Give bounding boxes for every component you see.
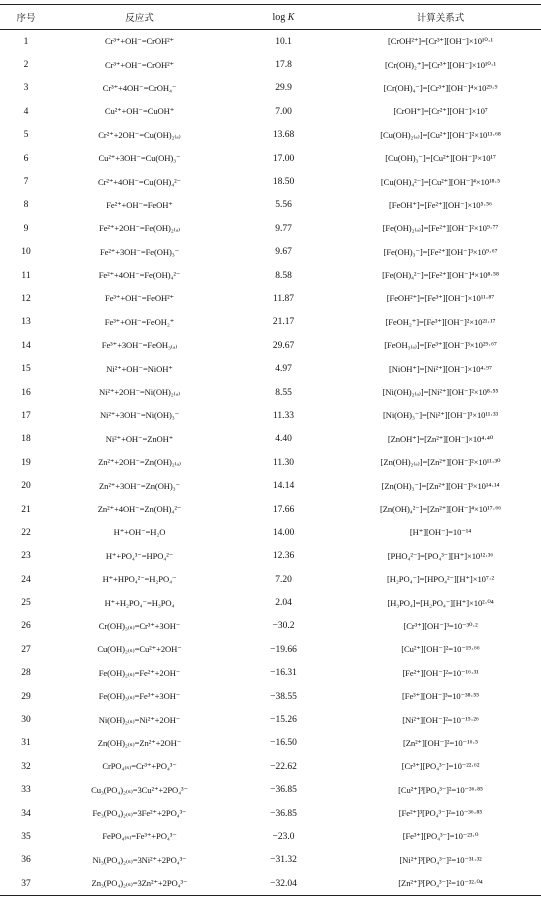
table-row [0,287,541,310]
reaction-formula: Zn₃(PO₄)₂₍ₛ₎=3Zn²⁺+2PO₄³⁻ [52,872,227,896]
row-number: 1 [23,36,29,47]
reaction-formula: Cr³⁺+4OH⁻=CrOH₄⁻ [102,82,177,93]
table-row [0,264,541,287]
table-row [0,545,541,568]
row-number: 26 [21,621,31,632]
table-row [0,779,541,802]
row-number: 35 [21,831,31,842]
table-row [0,638,541,661]
relation-formula: [Fe(OH)₃⁻]=[Fe²⁺][OH⁻]³×10⁹·⁶⁷ [383,246,498,257]
relation-formula: [Zn²⁺]³[PO₄³⁻]²=10⁻³²·⁰⁴ [340,872,541,896]
table-row [0,451,541,474]
row-number: 28 [21,668,31,679]
relation-formula: [Zn(OH)₃⁻]=[Zn²⁺][OH⁻]³×10¹⁴·¹⁴ [381,480,500,491]
relation-formula: [FeOH⁺]=[Fe²⁺][OH⁻]×10⁵·⁵⁶ [389,199,492,210]
table-row [0,474,541,497]
table-row [0,381,541,404]
logk-value: 4.97 [275,364,292,375]
table-row [0,755,541,778]
reaction-formula: Fe(OH)₂₍ₛ₎=Fe²⁺+2OH⁻ [98,667,181,678]
relation-formula: [CrOH²⁺]=[Cr³⁺][OH⁻]×10¹⁰·¹ [388,36,493,47]
logk-value: −38.55 [270,691,297,702]
table-row [0,100,541,123]
relation-formula: [Cu²⁺]³[PO₄³⁻]²=10⁻³⁶·⁸⁵ [398,784,483,795]
relation-formula: [Zn(OH)₂₍ₐ₎]=[Zn²⁺][OH⁻]²×10¹¹·³⁰ [380,457,501,468]
row-number: 33 [21,785,31,796]
table-row [0,708,541,731]
table-header [0,5,541,30]
reaction-formula: Zn²⁺+3OH⁻=Zn(OH)₃⁻ [98,480,180,491]
reaction-formula: Cu²⁺+OH⁻=CuOH⁺ [104,106,175,117]
table-row [0,568,541,591]
table-body [0,30,541,896]
table-row [0,615,541,638]
reaction-formula: Ni²⁺+2OH⁻=Ni(OH)₂₍ₐ₎ [99,387,180,398]
row-number: 2 [23,60,29,71]
header-reaction: 反应式 [52,5,227,30]
logk-value: −30.2 [272,621,295,632]
header-relation: 计算关系式 [340,5,541,30]
reaction-formula: Ni²⁺+OH⁻=NiOH⁺ [106,363,173,374]
logk-value: 12.36 [272,551,295,562]
relation-formula: [Zn²⁺][OH⁻]²=10⁻¹⁶·⁵ [402,737,479,748]
reaction-formula: Cr(OH)₃₍ₛ₎=Cr³⁺+3OH⁻ [98,620,181,631]
relation-formula: [Fe(OH)₄²⁻]=[Fe²⁺][OH⁻]⁴×10⁸·⁵⁸ [382,270,499,281]
table-row [0,217,541,240]
reaction-formula: Cr³⁺+OH⁻=CrOH²⁺ [105,36,174,47]
logk-value: −31.32 [270,855,297,866]
table-row [0,521,541,544]
logk-value: −16.50 [270,738,297,749]
logk-value: 10.1 [275,36,292,47]
reaction-formula: Cr³⁺+OH⁻=CrOH²⁺ [105,59,174,70]
row-number: 30 [21,715,31,726]
logk-value: 17.00 [272,153,295,164]
reaction-formula: FePO₄₍ₛ₎=Fe³⁺+PO₄³⁻ [102,831,177,842]
row-number: 22 [21,527,31,538]
table-row [0,662,541,685]
header-no: 序号 [0,5,52,30]
table-row [0,334,541,357]
reaction-formula: Cu(OH)₂₍ₛ₎=Cu²⁺+2OH⁻ [97,644,182,655]
logk-value: 14.14 [272,481,295,492]
table-row [0,498,541,521]
table-row [0,170,541,193]
logk-value: −32.04 [227,872,340,896]
relation-formula: [Cr(OH)₂⁺]=[Cr³⁺][OH⁻]×10¹⁰·¹ [385,59,496,70]
relation-formula: [Cu(OH)₂₍ₐ₎]=[Cu²⁺][OH⁻]²×10¹³·⁶⁸ [380,129,501,140]
reaction-formula: Fe²⁺+OH⁻=FeOH⁺ [106,199,173,210]
logk-value: 9.77 [275,223,292,234]
reaction-formula: H⁺+PO₄³⁻=HPO₄²⁻ [105,550,174,561]
relation-formula: [Fe(OH)₂₍ₐ₎]=[Fe²⁺][OH⁻]²×10⁹·⁷⁷ [382,223,499,234]
reaction-formula: Zn²⁺+2OH⁻=Zn(OH)₂₍ₐ₎ [98,457,181,468]
row-number: 3 [23,83,29,94]
relation-formula: [Fe²⁺][OH⁻]²=10⁻¹⁶·³¹ [402,667,479,678]
relation-formula: [ZnOH⁺]=[Zn²⁺][OH⁻]×10⁴·⁴⁰ [387,433,494,444]
row-number: 36 [21,855,31,866]
row-number: 27 [21,644,31,655]
relation-formula: [Cr(OH)₄⁻]=[Cr³⁺][OH⁻]⁴×10²⁹·⁹ [383,82,498,93]
reaction-formula: Zn(OH)₂₍ₛ₎=Zn²⁺+2OH⁻ [97,737,182,748]
row-number: 16 [21,387,31,398]
reaction-formula: Ni²⁺+OH⁻=ZnOH⁺ [105,433,174,444]
table-row [0,591,541,614]
row-number: 15 [21,364,31,375]
table-row [0,147,541,170]
reaction-formula: H⁺+H₂PO₄⁻=H₃PO₄ [104,597,175,608]
reaction-formula: Ni(OH)₂₍ₛ₎=Ni²⁺+2OH⁻ [98,714,181,725]
row-number: 24 [21,574,31,585]
logk-value: −36.85 [270,808,297,819]
table-row [0,428,541,451]
table-row [0,825,541,848]
row-number: 7 [23,177,29,188]
header-logk-prefix: log [272,11,288,23]
table-row [0,53,541,76]
table-row [0,685,541,708]
logk-value: 21.17 [272,317,295,328]
relation-formula: [FeOH²⁺]=[Fe³⁺][OH⁻]×10¹¹·⁸⁷ [386,293,495,304]
relation-formula: [Ni²⁺][OH⁻]²=10⁻¹⁵·²⁶ [402,714,479,725]
reaction-formula: Fe³⁺+OH⁻=FeOH²⁺ [105,293,174,304]
logk-value: 17.66 [272,504,295,515]
logk-value: 13.68 [272,130,295,141]
reaction-formula: Cu₃(PO₄)₂₍ₛ₎=3Cu²⁺+2PO₄³⁻ [91,784,188,795]
reaction-formula: H⁺+OH⁻=H₂O [113,527,166,538]
logk-value: −16.31 [270,668,297,679]
table-row [0,732,541,755]
row-number: 37 [0,872,52,896]
logk-value: 18.50 [272,177,295,188]
relation-formula: [Fe³⁺][OH⁻]³=10⁻³⁸·⁵⁵ [402,691,479,702]
row-number: 9 [23,223,29,234]
logk-value: 4.40 [275,434,292,445]
logk-value: −22.62 [270,761,297,772]
reaction-formula: Fe²⁺+2OH⁻=Fe(OH)₂₍ₐ₎ [99,223,180,234]
logk-value: 29.9 [275,83,292,94]
row-number: 6 [23,153,29,164]
logk-value: −19.66 [270,644,297,655]
row-number: 21 [21,504,31,515]
row-number: 34 [21,808,31,819]
reaction-formula: Cu²⁺+3OH⁻=Cu(OH)₃⁻ [98,153,181,164]
row-number: 17 [21,410,31,421]
relation-formula: [PHO₄²⁻]=[PO₄³⁻][H⁺]×10¹²·³⁶ [387,550,494,561]
table-row [0,124,541,147]
logk-value: 8.55 [275,387,292,398]
reaction-formula: H⁺+HPO₄²⁻=H₂PO₄⁻ [102,574,177,585]
table-row [0,311,541,334]
reaction-formula: Fe₃(PO₄)₂₍ₛ₎=3Fe²⁺+2PO₄³⁻ [92,808,187,819]
row-number: 19 [21,457,31,468]
row-number: 23 [21,551,31,562]
table-row [0,30,541,54]
logk-value: 11.33 [272,410,295,421]
relation-formula: [Cu²⁺][OH⁻]²=10⁻¹⁹·⁶⁶ [401,644,480,655]
relation-formula: [Fe³⁺][PO₄³⁻]=10⁻²³·⁰ [402,831,479,842]
logk-value: −23.0 [272,831,295,842]
row-number: 8 [23,200,29,211]
logk-value: 2.04 [275,598,292,609]
relation-formula: [Cu(OH)₄²⁻]=[Cu²⁺][OH⁻]⁴×10¹⁸·⁵ [380,176,501,187]
relation-formula: [Ni²⁺]³[PO₄³⁻]²=10⁻³¹·³² [399,854,482,865]
row-number: 12 [21,293,31,304]
header-logk [227,5,340,30]
row-number: 20 [21,481,31,492]
reaction-formula: Ni²⁺+3OH⁻=Ni(OH)₃⁻ [99,410,180,421]
logk-value: 8.58 [275,270,292,281]
logk-value: 7.20 [275,574,292,585]
logk-value: −36.85 [270,785,297,796]
row-number: 31 [21,738,31,749]
relation-formula: [CrOH⁺]=[Cr²⁺][OH⁻]×10⁷ [393,106,488,117]
reaction-formula: Fe²⁺+4OH⁻=Fe(OH)₄²⁻ [98,270,181,281]
reaction-formula: Cr²⁺+4OH⁻=Cu(OH)₄²⁻ [97,176,182,187]
table-row [0,241,541,264]
reaction-formula: Fe(OH)₃₍ₛ₎=Fe³⁺+3OH⁻ [98,691,181,702]
row-number: 10 [21,247,31,258]
relation-formula: [H₂PO₄⁻]=[HPO₄²⁻][H⁺]×10⁷·² [387,574,494,585]
row-number: 5 [23,130,29,141]
row-number: 4 [23,106,29,117]
logk-value: 11.87 [272,293,295,304]
row-number: 11 [21,270,31,281]
relation-formula: [Cu(OH)₃⁻]=[Cu²⁺][OH⁻]³×10¹⁷ [385,153,496,164]
row-number: 29 [21,691,31,702]
table-row [0,404,541,427]
row-number: 32 [21,761,31,772]
relation-formula: [FeOH₂⁺]=[Fe³⁺][OH⁻]²×10²¹·¹⁷ [385,316,496,327]
relation-formula: [Fe²⁺]³[PO₄³⁻]²=10⁻³⁶·⁸⁵ [398,808,483,819]
logk-value: 5.56 [275,200,292,211]
table-row [0,77,541,100]
logk-value: 17.8 [275,60,292,71]
reaction-formula: Zn²⁺+4OH⁻=Zn(OH)₄²⁻ [97,504,182,514]
reaction-formula: Ni₃(PO₄)₂₍ₛ₎=3Ni²⁺+2PO₄³⁻ [92,854,187,865]
reaction-table [0,4,541,896]
reaction-formula: Cr²⁺+2OH⁻=Cu(OH)₂₍ₐ₎ [98,129,181,140]
table-row [0,802,541,825]
logk-value: 9.67 [275,247,292,258]
relation-formula: [Ni(OH)₂₍ₐ₎]=[Ni²⁺][OH⁻]²×10⁸·⁵⁵ [382,387,499,398]
relation-formula: [FeOH₃₍ₐ₎]=[Fe³⁺][OH⁻]³×10²⁹·⁶⁷ [384,340,497,351]
reaction-formula: Fe²⁺+3OH⁻=Fe(OH)₃⁻ [99,246,180,257]
row-number: 25 [21,598,31,609]
relation-formula: [H₃PO₄]=[H₂PO₄⁻][H⁺]×10²·⁰⁴ [387,597,494,608]
table-row [0,194,541,217]
row-number: 13 [21,317,31,328]
header-logk-k: K [287,11,295,23]
row-number: 18 [21,434,31,445]
reaction-formula: CrPO₄₍ₛ₎=Cr³⁺+PO₄³⁻ [102,761,177,772]
relation-formula: [Ni(OH)₃⁻]=[Ni²⁺][OH⁻]³×10¹¹·³³ [382,410,499,421]
logk-value: 7.00 [275,106,292,117]
row-number: 14 [21,340,31,351]
table-row [0,849,541,872]
relation-formula: [Cr³⁺][OH⁻]³=10⁻³⁰·² [403,620,478,631]
logk-value: 29.67 [272,340,295,351]
table-row [0,872,541,896]
logk-value: −15.26 [270,715,297,726]
table-row [0,357,541,380]
relation-formula: [Zn(OH)₄²⁻]=[Zn²⁺][OH⁻]⁴×10¹⁷·⁶⁶ [379,504,502,514]
relation-formula: [Cr³⁺][PO₄³⁻]=10⁻²²·⁶² [401,761,480,772]
reaction-formula: Fe³⁺+3OH⁻=FeOH₃₍ₐ₎ [101,340,178,351]
relation-formula: [H⁺][OH⁻]=10⁻¹⁴ [409,527,472,538]
logk-value: 11.30 [272,457,295,468]
header-row [0,5,541,30]
relation-formula: [NiOH⁺]=[Ni²⁺][OH⁻]×10⁴·⁹⁷ [389,363,492,374]
logk-value: 14.00 [272,527,295,538]
reaction-formula: Fe³⁺+OH⁻=FeOH₂⁺ [104,316,175,327]
